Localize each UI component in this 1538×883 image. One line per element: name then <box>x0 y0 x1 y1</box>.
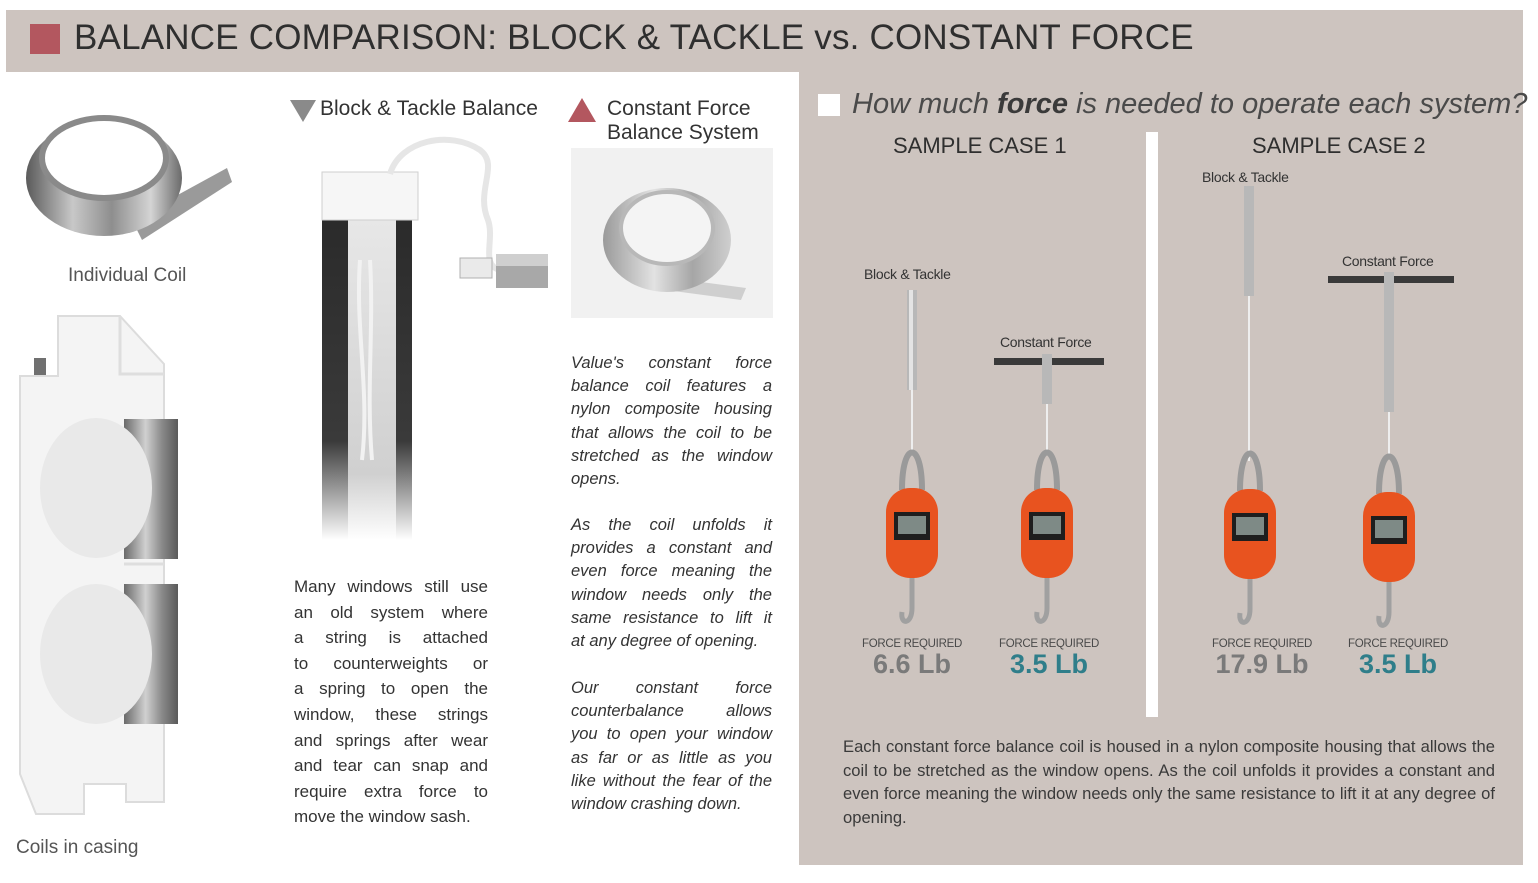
question-prefix: How much <box>852 88 998 120</box>
text-line: window needs only the <box>571 585 772 604</box>
case1-constant-force-value: 3.5 Lb <box>1009 649 1089 679</box>
block-tackle-heading: Block & Tackle Balance <box>320 97 538 120</box>
sample-case-1-title: SAMPLE CASE 1 <box>893 133 1067 158</box>
case1-block-tackle-label: Block & Tackle <box>864 266 951 282</box>
text-line: balance coil features a <box>571 377 772 396</box>
text-line: window, these strings <box>294 704 488 724</box>
text-line: counterbalance allows <box>571 702 772 721</box>
text-line: an old system where <box>294 602 488 622</box>
case-divider <box>1146 132 1158 717</box>
question-square <box>818 94 840 116</box>
text-line: as far or as little as you <box>571 748 772 767</box>
case1-block-force-value: 6.6 Lb <box>872 649 952 679</box>
individual-coil-image <box>22 100 234 260</box>
constant-force-heading-line1: Constant Force <box>607 97 751 120</box>
text-line: opens. <box>571 470 621 489</box>
text-line: stretched as the window <box>571 446 772 465</box>
text-line: like without the fear of the <box>571 771 772 790</box>
constant-force-heading-line2: Balance System <box>607 121 759 144</box>
case1-constant-force-label: Constant Force <box>1000 334 1092 350</box>
question-suffix: is needed to operate each system? <box>1067 88 1528 120</box>
text-line: require extra force to <box>294 781 488 801</box>
case2-block-force-value: 17.9 Lb <box>1215 649 1309 679</box>
text-line: move the window sash. <box>294 807 471 827</box>
block-tackle-description <box>294 574 488 830</box>
comparison-question <box>852 88 1527 121</box>
case2-constant-force-scale <box>1328 272 1454 636</box>
triangle-down-icon <box>290 100 316 127</box>
text-line: Many windows still use <box>294 577 488 596</box>
case2-block-tackle-label: Block & Tackle <box>1202 169 1289 185</box>
case1-constant-force-label-required: FORCE REQUIRED <box>999 638 1099 650</box>
question-emphasis: force <box>997 88 1068 120</box>
text-line: a string is attached <box>294 628 488 648</box>
case1-constant-force-scale <box>994 354 1104 634</box>
page-title: BALANCE COMPARISON: BLOCK & TACKLE vs. CONSTANT FORCE <box>74 18 1194 57</box>
text-line: a spring to open the <box>294 679 488 699</box>
case2-constant-force-label-required: FORCE REQUIRED <box>1348 638 1448 650</box>
case2-constant-force-value: 3.5 Lb <box>1358 649 1438 679</box>
coils-in-casing-image <box>14 314 236 830</box>
text-line: and springs after wear <box>294 730 488 750</box>
text-line: you to open your window <box>571 725 772 744</box>
case2-block-force-label: FORCE REQUIRED <box>1212 638 1312 650</box>
constant-force-coil-image <box>571 148 773 318</box>
text-line: that allows the coil to be <box>571 423 772 442</box>
constant-force-paragraph-2 <box>571 514 772 653</box>
text-line: Our constant force <box>571 679 772 697</box>
text-line: to counterweights or <box>294 653 488 673</box>
individual-coil-caption: Individual Coil <box>68 265 187 286</box>
text-line: window crashing down. <box>571 795 742 814</box>
text-line: and tear can snap and <box>294 756 488 776</box>
case1-block-force-label: FORCE REQUIRED <box>862 638 962 650</box>
text-line: Value's constant force <box>571 354 772 372</box>
case2-constant-force-label: Constant Force <box>1342 253 1434 269</box>
header-accent-square <box>30 24 60 54</box>
constant-force-paragraph-1 <box>571 352 772 491</box>
text-line: provides a constant and <box>571 539 772 558</box>
comparison-summary: Each constant force balance coil is housed in a nylon composite housing that allows the coil to be stretched as the window opens. As the coil unfolds it provides a constant and even force meaning the window needs only the same resistance to lift it at any degree of opening. <box>843 737 1495 827</box>
text-line: even force meaning the <box>571 562 772 581</box>
text-line: same resistance to lift it <box>571 608 772 627</box>
case2-block-tackle-scale <box>1222 186 1286 636</box>
text-line: at any degree of opening. <box>571 632 759 651</box>
text-line: As the coil unfolds it <box>571 516 772 534</box>
sample-case-2-title: SAMPLE CASE 2 <box>1252 133 1426 158</box>
case1-block-tackle-scale <box>880 290 944 635</box>
text-line: nylon composite housing <box>571 400 772 419</box>
coils-in-casing-caption: Coils in casing <box>16 837 139 858</box>
block-tackle-image <box>300 130 560 540</box>
constant-force-paragraph-3 <box>571 677 772 816</box>
triangle-up-icon <box>568 98 596 127</box>
